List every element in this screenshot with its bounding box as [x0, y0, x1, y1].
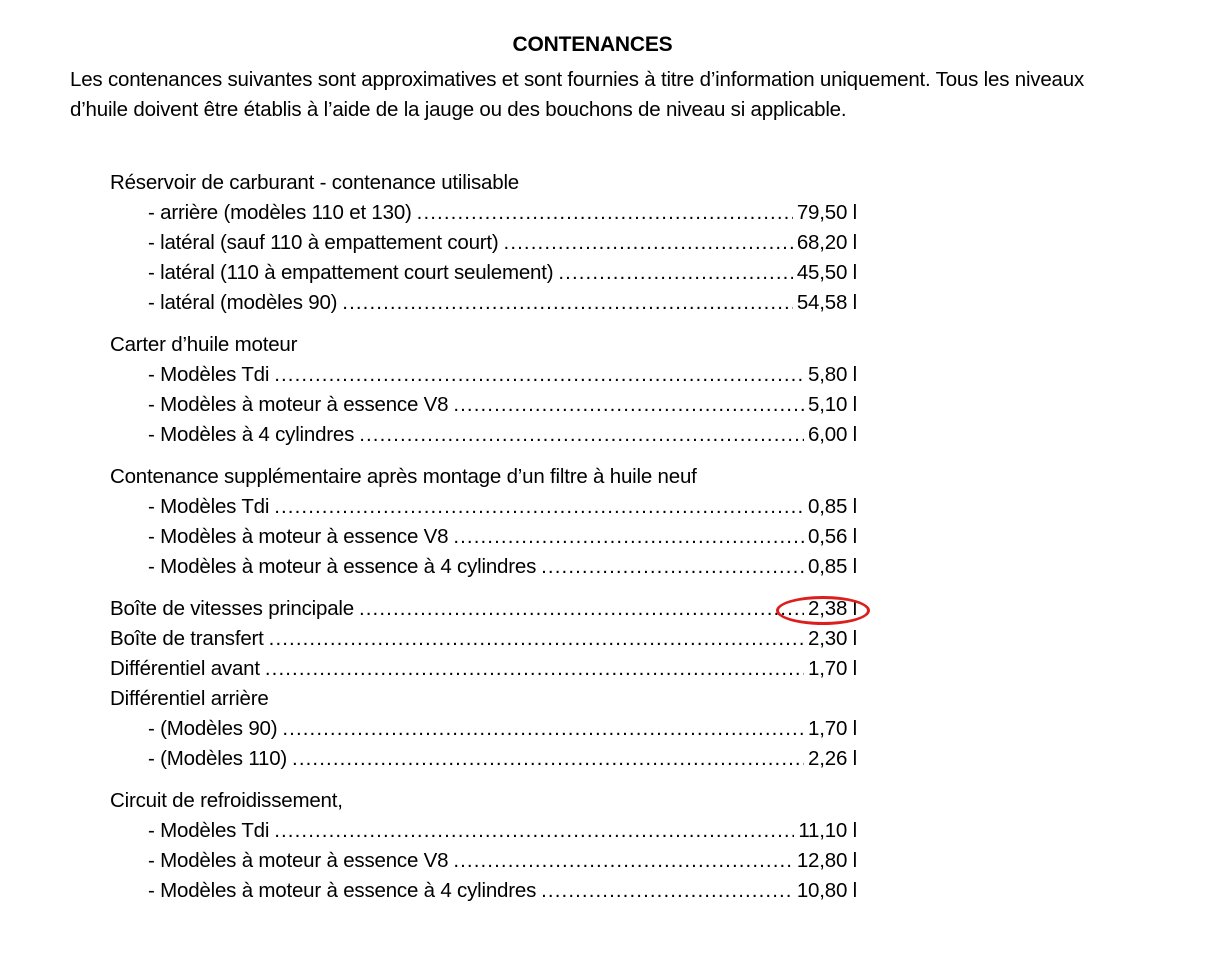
dotted-leader	[504, 228, 793, 258]
capacity-value: 1,70 l	[808, 657, 857, 680]
capacity-row	[110, 288, 857, 318]
dotted-leader	[282, 714, 804, 744]
dotted-leader	[274, 360, 804, 390]
capacity-row	[110, 594, 857, 624]
capacity-row	[110, 876, 857, 906]
capacity-label: - latéral (modèles 90)	[148, 291, 338, 314]
section-header-row	[110, 462, 857, 492]
section-header-row	[110, 684, 857, 714]
capacity-label: Boîte de vitesses principale	[110, 597, 354, 620]
capacity-row	[110, 420, 857, 450]
capacity-row	[110, 714, 857, 744]
section-header-label: Circuit de refroidissement,	[110, 789, 343, 812]
capacity-row	[110, 624, 857, 654]
capacity-value: 45,50 l	[796, 261, 857, 284]
section-header-label: Contenance supplémentaire après montage d’un filtre à huile neuf	[110, 465, 697, 488]
capacity-label: - Modèles à moteur à essence V8	[148, 525, 449, 548]
capacity-label: - arrière (modèles 110 et 130)	[148, 201, 412, 224]
dotted-leader	[274, 816, 794, 846]
capacity-value: 12,80 l	[796, 849, 857, 872]
capacity-list	[110, 168, 857, 906]
capacity-value: 0,56 l	[808, 525, 857, 548]
section-header-row	[110, 168, 857, 198]
section-header-row	[110, 330, 857, 360]
capacity-label: - (Modèles 110)	[148, 747, 288, 770]
dotted-leader	[558, 258, 792, 288]
capacity-label: - Modèles Tdi	[148, 819, 270, 842]
capacity-label: - latéral (110 à empattement court seulement)	[148, 261, 554, 284]
capacity-label: - Modèles à moteur à essence V8	[148, 393, 449, 416]
dotted-leader	[359, 420, 804, 450]
dotted-leader	[292, 744, 804, 774]
dotted-leader	[453, 522, 804, 552]
capacity-value: 2,26 l	[808, 747, 857, 770]
capacity-row	[110, 492, 857, 522]
capacity-value: 1,70 l	[808, 717, 857, 740]
capacity-value: 0,85 l	[808, 555, 857, 578]
capacity-value: 2,30 l	[808, 627, 857, 650]
dotted-leader	[541, 876, 793, 906]
capacity-value: 0,85 l	[808, 495, 857, 518]
capacity-row	[110, 198, 857, 228]
capacity-row	[110, 744, 857, 774]
capacity-label: Différentiel avant	[110, 657, 260, 680]
capacity-label: Boîte de transfert	[110, 627, 264, 650]
capacity-row	[110, 552, 857, 582]
capacity-label: - Modèles à 4 cylindres	[148, 423, 355, 446]
capacity-value: 54,58 l	[796, 291, 857, 314]
capacity-row	[110, 228, 857, 258]
page-title: CONTENANCES	[512, 33, 673, 56]
capacity-value: 6,00 l	[808, 423, 857, 446]
capacity-label: - Modèles à moteur à essence à 4 cylindres	[148, 879, 537, 902]
dotted-leader	[453, 846, 793, 876]
capacity-row	[110, 816, 857, 846]
capacity-row	[110, 522, 857, 552]
capacity-label: - (Modèles 90)	[148, 717, 278, 740]
capacity-label: - Modèles Tdi	[148, 363, 270, 386]
intro-paragraph: Les contenances suivantes sont approximatives et sont fournies à titre d’information uniquement. Tous les niveaux d’huile doivent être établis à l’aide de la jauge ou des bouchons de niveau si applicable.	[70, 68, 1085, 121]
capacity-label: - Modèles Tdi	[148, 495, 270, 518]
dotted-leader	[342, 288, 793, 318]
capacity-row	[110, 258, 857, 288]
dotted-leader	[417, 198, 793, 228]
capacity-label: - Modèles à moteur à essence à 4 cylindres	[148, 555, 537, 578]
section-header-label: Réservoir de carburant - contenance utilisable	[110, 171, 519, 194]
capacity-value: 11,10 l	[798, 819, 857, 842]
dotted-leader	[274, 492, 804, 522]
section-header-label: Différentiel arrière	[110, 687, 269, 710]
capacity-label: - latéral (sauf 110 à empattement court)	[148, 231, 499, 254]
dotted-leader	[265, 654, 804, 684]
section-header-label: Carter d’huile moteur	[110, 333, 298, 356]
capacity-value: 5,80 l	[808, 363, 857, 386]
capacity-label: - Modèles à moteur à essence V8	[148, 849, 449, 872]
capacity-row	[110, 390, 857, 420]
dotted-leader	[541, 552, 804, 582]
capacity-row	[110, 360, 857, 390]
section-header-row	[110, 786, 857, 816]
dotted-leader	[359, 594, 804, 624]
dotted-leader	[269, 624, 804, 654]
capacity-value: 79,50 l	[796, 201, 857, 224]
capacity-row	[110, 846, 857, 876]
capacity-value: 10,80 l	[796, 879, 857, 902]
dotted-leader	[453, 390, 804, 420]
capacity-row	[110, 654, 857, 684]
capacity-value: 2,38 l	[808, 594, 857, 624]
capacity-value: 68,20 l	[796, 231, 857, 254]
capacity-value: 5,10 l	[808, 393, 857, 416]
